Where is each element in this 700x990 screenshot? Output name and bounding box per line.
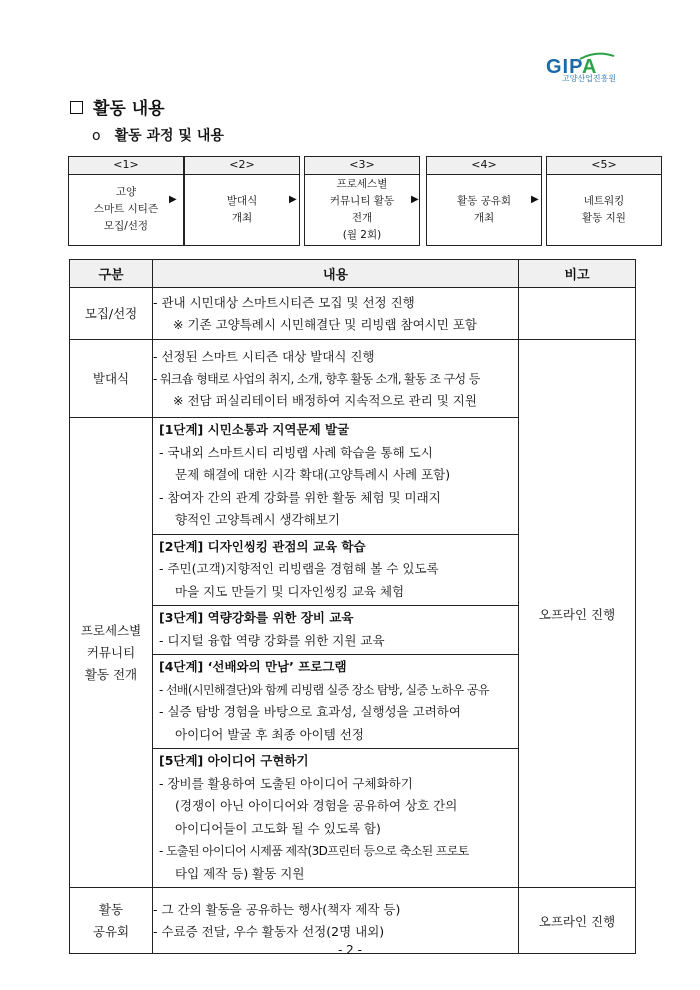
stage-2 — [153, 535, 518, 607]
row-content — [153, 288, 519, 340]
arrow-right-icon: ▶ — [169, 194, 177, 205]
content-line: - 관내 시민대상 스마트시티즌 모집 및 선정 진행 — [153, 294, 415, 310]
step-text: 프로세스별 커뮤니티 활동 전개 (월 2회) — [329, 177, 395, 241]
content-line: - 디지털 융합 역량 강화를 위한 지원 교육 — [159, 632, 385, 648]
stage-title: [5단계] 아이디어 구현하기 — [159, 753, 309, 768]
content-note: ※ 전담 퍼실리테이터 배정하여 지속적으로 관리 및 지원 — [173, 392, 477, 408]
stage-1 — [153, 418, 518, 535]
row-remarks: 오프라인 진행 — [519, 340, 636, 888]
logo-letter-a: A — [581, 56, 598, 78]
stage-title: [2단계] 디자인씽킹 관점의 교육 학습 — [159, 538, 366, 554]
step-text: 활동 공유회 개최 — [456, 194, 512, 224]
content-line: - 실증 탐방 경험을 바탕으로 효과성, 실행성을 고려하여 — [159, 704, 461, 719]
content-line: - 선배(시민해결단)와 함께 리빙랩 실증 장소 탐방, 실증 노하우 공유 — [159, 682, 489, 697]
step-text: 네트워킹 활동 지원 — [582, 194, 626, 224]
table-header-row — [70, 260, 636, 288]
bullet-o-icon: o — [92, 128, 101, 144]
column-header-remarks: 비고 — [519, 260, 636, 288]
content-line: 마을 지도 만들기 및 디자인씽킹 교육 체험 — [175, 583, 405, 599]
content-line: 아이디어 발굴 후 최종 아이템 선정 — [175, 726, 364, 742]
column-header-content: 내용 — [153, 260, 519, 288]
stage-3 — [153, 606, 518, 655]
stage-title: [3단계] 역량강화를 위한 장비 교육 — [159, 610, 354, 625]
content-line: 문제 해결에 대한 시각 확대(고양특례시 사례 포함) — [175, 467, 451, 482]
row-content-stages — [153, 418, 519, 888]
step-number: <4> — [427, 157, 541, 175]
arrow-right-icon: ▶ — [531, 194, 539, 205]
page-number: - 2 - — [338, 943, 362, 957]
arrow-right-icon: ▶ — [289, 194, 297, 205]
row-category: 모집/선정 — [70, 288, 153, 340]
content-line: - 장비를 활용하여 도출된 아이디어 구체화하기 — [159, 775, 413, 791]
step-number: <2> — [185, 157, 299, 175]
process-step-5 — [546, 156, 662, 246]
row-category: 발대식 — [70, 340, 153, 418]
content-line: - 선정된 스마트 시티즌 대상 발대식 진행 — [153, 348, 375, 364]
checkbox-square-icon — [70, 101, 83, 114]
subsection-title — [92, 125, 224, 145]
content-line: - 그 간의 활동을 공유하는 행사(책자 제작 등) — [153, 901, 401, 917]
gipa-logo — [546, 56, 646, 84]
column-header-category: 구분 — [70, 260, 153, 288]
section-title — [70, 94, 165, 119]
subsection-title-text: 활동 과정 및 내용 — [114, 128, 224, 144]
row-category: 활동 공유회 — [70, 888, 153, 954]
content-line: 타입 제작 등) 활동 지원 — [175, 865, 305, 881]
content-line: - 수료증 전달, 우수 활동자 선정(2명 내외) — [153, 923, 385, 939]
section-title-text: 활동 내용 — [93, 99, 165, 119]
content-line: - 참여자 간의 관계 강화를 위한 활동 체험 및 미래지 — [159, 489, 441, 505]
content-line: - 주민(고객)지향적인 리빙랩을 경험해 볼 수 있도록 — [159, 561, 439, 576]
logo-letters: GIPA — [546, 56, 598, 78]
content-line: - 워크숍 형태로 사업의 취지, 소개, 향후 활동 소개, 활동 조 구성 등 — [153, 371, 480, 386]
table-row-launch — [70, 340, 636, 418]
content-line: - 국내외 스마트시티 리빙랩 사례 학습을 통해 도시 — [159, 444, 433, 460]
logo-subtitle: 고양산업진흥원 — [562, 74, 617, 83]
process-step-1 — [68, 156, 184, 246]
row-content — [153, 340, 519, 418]
content-line: (경쟁이 아닌 아이디어와 경험을 공유하여 상호 간의 — [175, 798, 458, 813]
stage-5 — [153, 749, 518, 887]
stage-title: [1단계] 시민소통과 지역문제 발굴 — [159, 422, 350, 437]
process-step-3 — [304, 156, 420, 246]
row-remarks-empty — [519, 288, 636, 340]
step-number: <1> — [69, 157, 183, 175]
process-step-4 — [426, 156, 542, 246]
row-remarks: 오프라인 진행 — [519, 888, 636, 954]
process-step-2 — [184, 156, 300, 246]
stage-title: [4단계] ‘선배와의 만남’ 프로그램 — [159, 659, 347, 674]
step-number: <5> — [547, 157, 661, 175]
table-row-recruitment — [70, 288, 636, 340]
content-note: ※ 기존 고양특례시 시민해결단 및 리빙랩 참여시민 포함 — [173, 316, 477, 332]
step-number: <3> — [305, 157, 419, 175]
step-text: 고양 스마트 시티즌 모집/선정 — [93, 186, 159, 232]
content-line: - 도출된 아이디어 시제품 제작(3D프린터 등으로 축소된 프로토 — [159, 844, 469, 858]
stage-4 — [153, 655, 518, 749]
arrow-right-icon: ▶ — [411, 194, 419, 205]
content-line: 향적인 고양특례시 생각해보기 — [175, 512, 340, 527]
content-line: 아이디어들이 고도화 될 수 있도록 함) — [175, 820, 381, 836]
row-category: 프로세스별 커뮤니티 활동 전개 — [70, 418, 153, 888]
step-text: 발대식 개최 — [226, 194, 258, 224]
activity-table — [69, 259, 636, 954]
